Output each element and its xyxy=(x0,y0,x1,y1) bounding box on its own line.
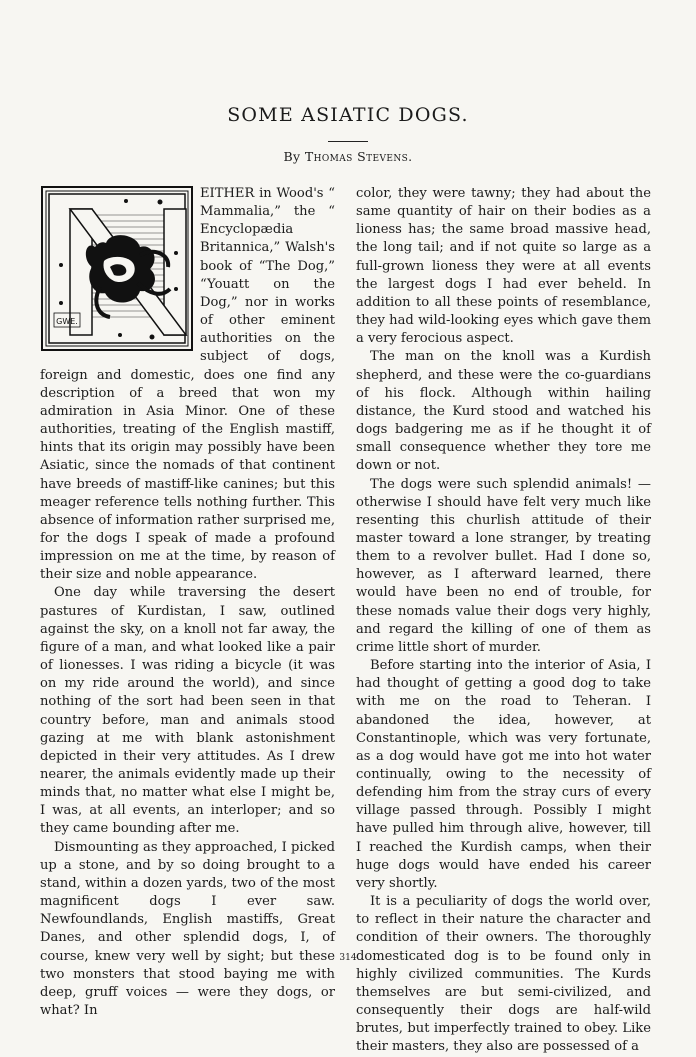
paragraph: One day while traversing the desert pastures of Kurdistan, I saw, outlined against the sky, on a knoll not far away, the figure of a man, and what looked like a pair of lionesses. I was riding a bicycle (it was on my ride around the world), and since nothing of the sort had been seen in that country before, man and animals stood gazing at me with blank astonishment depicted in their very attitudes. As I drew nearer, the animals evidently made up their minds that, no matter what else I might be, I was, at all events, an interloper; and so they came bounding after me. xyxy=(40,585,335,837)
paragraph: color, they were tawny; they had about the same quantity of hair on their bodies as a lioness has; the same broad massive head, the long tail; and if not quite so large as a full-grown lioness they were at all events the largest dogs I had ever beheld. In addition to all these points of resemblance, they had wild-looking eyes which gave them a very ferocious aspect. xyxy=(356,186,651,347)
byline-author: Thomas Stevens. xyxy=(304,149,413,164)
paragraph: EITHER in Wood's “ Mammalia,” the “ Encyclopædia Britannica,” Walsh's book of “The Dog,” “Youatt on the Dog,” nor in works of other eminent authorities on the subject of dogs, foreign and domestic, does one find any description of a breed that won my admiration in Asia Minor. One of these authorities, treating of the English mastiff, hints that its origin may possibly have been Asiatic, since the nomads of that continent have breeds of mastiff-like canines; but this meager reference tells nothing further. This absence of information rather surprised me, for the dogs I speak of made a profound impression on me at the time, by reason of their size and noble appearance. xyxy=(40,186,335,583)
page-number: 314 xyxy=(339,953,357,963)
left-column xyxy=(40,185,335,1020)
title-rule xyxy=(328,141,368,142)
paragraph: It is a peculiarity of dogs the world over, to reflect in their nature the character and condition of their owners. The thoroughly domesticated dog is to be found only in highly civilized communities. The Kurds themselves are but semi-civilized, and consequently their dogs are half-wild brutes, but imperfectly trained to obey. Like their masters, they also are possessed of a xyxy=(356,894,651,1055)
byline-prefix: By xyxy=(283,149,301,164)
paragraph: Dismounting as they approached, I picked up a stone, and by so doing brought to a stand, within a dozen yards, two of the most magnificent dogs I ever saw. Newfoundlands, English mastiffs, Great Danes, and other splendid dogs, I, of course, knew very well by sight; but these two monsters that stood baying me with deep, gruff voices — were they dogs, or what? In xyxy=(40,839,335,1019)
decorated-initial-n xyxy=(40,185,194,352)
paragraph: Before starting into the interior of Asia, I had thought of getting a good dog to take with me on the road to Teheran. I abandoned the idea, however, at Constantinople, which was very fortunate, as a dog would have got me into hot water continually, owing to the necessity of defending him from the stray curs of every village passed through. Possibly I might have pulled him through alive, however, till I reached the Kurdish camps, when their huge dogs would have ended his career very shortly. xyxy=(356,658,651,891)
ornamental-initial-icon xyxy=(40,185,194,352)
right-column xyxy=(356,185,651,1057)
paragraph: The dogs were such splendid animals! — otherwise I should have felt very much like resenting this churlish attitude of their master toward a lone stranger, by treating them to a revolver bullet. Had I done so, however, as I afterward learned, there would have been no end of trouble, for these nomads value their dogs very highly, and regard the killing of one of them as crime little short of murder. xyxy=(356,476,651,655)
article-title: SOME ASIATIC DOGS. xyxy=(227,104,469,126)
byline xyxy=(0,149,696,164)
initial-monogram: GWE. xyxy=(56,317,78,326)
paragraph: The man on the knoll was a Kurdish shepherd, and these were the co-guardians of his flock. Although within hailing distance, the Kurd stood and watched his dogs badgering me as if he thought it of small consequence whether they tore me down or not. xyxy=(356,349,651,474)
